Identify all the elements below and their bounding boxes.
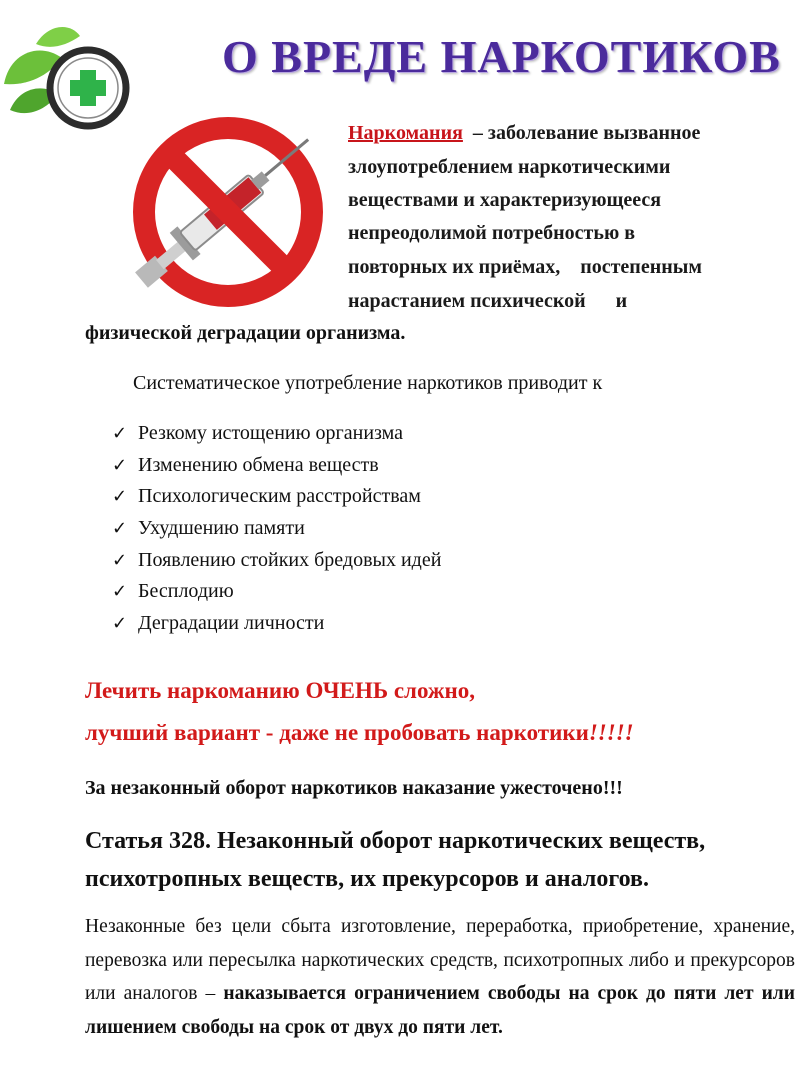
- check-icon: ✓: [112, 454, 128, 476]
- effects-list: [112, 418, 441, 640]
- list-item: [112, 545, 441, 577]
- list-item: [112, 608, 441, 640]
- list-item: [112, 450, 441, 482]
- definition-line: нарастанием психической и: [348, 290, 628, 312]
- check-icon: ✓: [112, 581, 128, 603]
- article-title: Статья 328. Незаконный оборот наркотических веществ, психотропных веществ, их прекурсоров и аналогов.: [85, 828, 706, 892]
- definition-text: – заболевание вызванное: [472, 122, 701, 144]
- list-item-label: Появлению стойких бредовых идей: [138, 548, 442, 571]
- penalty-notice: За незаконный оборот наркотиков наказание ужесточено!!!: [85, 777, 623, 799]
- list-item-label: Ухудшению памяти: [138, 517, 305, 540]
- effects-intro: Систематическое употребление наркотиков приводит к: [133, 372, 603, 394]
- definition-line: веществами и характеризующееся: [348, 189, 662, 211]
- check-icon: ✓: [112, 549, 128, 571]
- article-text-bold: наказывается ограничением свободы на срок до пяти лет или лишением свободы на срок от двух до пяти лет.: [85, 983, 795, 1038]
- list-item-label: Психологическим расстройствам: [138, 485, 421, 508]
- list-item: [112, 418, 441, 450]
- check-icon: ✓: [112, 518, 128, 540]
- article-text-normal: Незаконные без цели сбыта изготовление, переработка, приобретение, хранение, перевозка или пересылка наркотических средств, психотропных либо и прекурсоров или аналогов –: [85, 916, 795, 1004]
- page-title: О ВРЕДЕ НАРКОТИКОВ: [222, 31, 781, 82]
- warning-text: лучший вариант - даже не пробовать наркотики: [85, 720, 589, 745]
- check-icon: ✓: [112, 486, 128, 508]
- warning-emphasis: !!!!!: [588, 720, 634, 745]
- warning-line-1: Лечить наркоманию ОЧЕНЬ сложно,: [85, 678, 476, 703]
- list-item-label: Бесплодию: [138, 580, 234, 603]
- no-syringe-icon: [110, 100, 340, 315]
- check-icon: ✓: [112, 613, 128, 635]
- definition-line: повторных их приёмах, постепенным: [348, 256, 702, 278]
- check-icon: ✓: [112, 423, 128, 444]
- list-item-label: Резкому истощению организма: [138, 422, 404, 444]
- list-item: [112, 576, 441, 608]
- definition-line: злоупотреблением наркотическими: [348, 156, 671, 178]
- warning-line-2: [85, 720, 634, 746]
- definition-term: Наркомания: [348, 122, 463, 144]
- definition-line: [348, 122, 700, 145]
- definition-tail: физической деградации организма.: [85, 322, 406, 344]
- list-item-label: Деградации личности: [138, 612, 325, 635]
- list-item: [112, 513, 441, 545]
- definition-line: непреодолимой потребностью в: [348, 222, 636, 244]
- article-text: [85, 910, 795, 1044]
- list-item-label: Изменению обмена веществ: [138, 453, 379, 476]
- list-item: [112, 481, 441, 513]
